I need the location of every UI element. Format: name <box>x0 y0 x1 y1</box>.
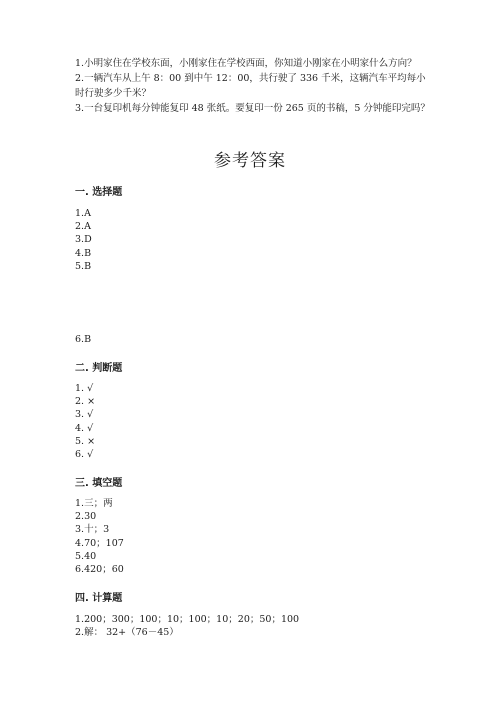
list-item: 2.30 <box>75 511 97 523</box>
list-item: 4.70；107 <box>75 537 124 549</box>
list-item: 3. √ <box>75 409 94 421</box>
list-item: 1. √ <box>75 383 94 394</box>
list-item: 6. √ <box>75 449 94 461</box>
list-item: 4. √ <box>75 422 94 434</box>
list-item: 5.40 <box>75 550 97 562</box>
list-item: 1.200；300；100；10；100；10；20；50；100 <box>75 614 300 625</box>
answer-title: 参考答案 <box>214 151 286 171</box>
calc-answer-list <box>75 613 299 639</box>
list-item: 5. × <box>75 435 96 447</box>
list-item: 1.三；两 <box>75 498 113 509</box>
section-heading-calc: 四. 计算题 <box>75 593 123 604</box>
list-item: 2. × <box>75 396 96 408</box>
section-heading-judge: 二. 判断题 <box>75 363 123 374</box>
fill-answer-list <box>75 497 124 576</box>
list-item: 5.B <box>75 260 92 272</box>
choice-answer-list <box>75 207 92 273</box>
question-2: 2.一辆汽车从上午 8：00 到中午 12：00，共行驶了 336 千米，这辆汽车平均每小时行驶多少千米？ <box>75 73 426 99</box>
list-item: 6.420；60 <box>75 564 124 576</box>
choice-answer-list-continued <box>75 333 91 346</box>
section-heading-choice: 一. 选择题 <box>75 187 123 198</box>
question-1: 1.小明家住在学校东面，小刚家住在学校西面，你知道小刚家在小明家什么方向？ <box>75 58 417 69</box>
list-item: 4.B <box>75 247 92 259</box>
judge-answer-list <box>75 382 95 461</box>
list-item: 2.解： 32+（76－45） <box>75 627 179 639</box>
list-item: 3.十；3 <box>75 524 110 536</box>
section-heading-fill: 三. 填空题 <box>75 478 123 489</box>
list-item: 2.A <box>75 221 91 233</box>
list-item: 1.A <box>75 208 91 219</box>
list-item: 3.D <box>75 234 92 246</box>
list-item: 6.B <box>75 334 92 345</box>
question-3: 3.一台复印机每分钟能复印 48 张纸。要复印一份 265 页的书稿，5 分钟能印完吗？ <box>75 103 430 114</box>
question-block <box>75 56 435 116</box>
